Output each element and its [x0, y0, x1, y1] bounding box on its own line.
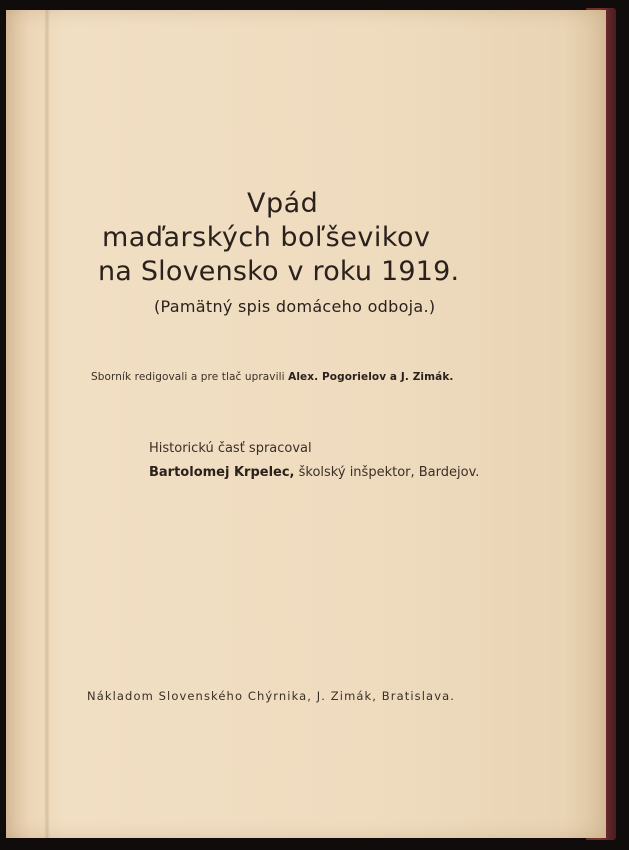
editors-prefix: Sborník redigovali a pre tlač upravili: [91, 371, 285, 383]
publisher-line: Nákladom Slovenského Chýrnika, J. Zimák, Bratislava.: [87, 689, 455, 703]
title-line-2: maďarských boľševikov: [102, 222, 431, 253]
editors-names: Alex. Pogorielov a J. Zimák.: [288, 371, 454, 383]
historic-author-role: školský inšpektor, Bardejov.: [294, 465, 480, 480]
title-line-1: Vpád: [247, 188, 319, 219]
historic-author-name: Bartolomej Krpelec,: [149, 465, 295, 480]
historic-author-line: [149, 465, 479, 480]
title-line-3: na Slovensko v roku 1919.: [98, 256, 460, 287]
subtitle: (Pamätný spis domáceho odboja.): [154, 297, 436, 316]
historic-section-credit: Historickú časť spracoval: [149, 441, 312, 456]
editors-credit: [91, 371, 454, 383]
title-page: [6, 10, 606, 838]
page-gutter-shadow: [44, 10, 50, 838]
